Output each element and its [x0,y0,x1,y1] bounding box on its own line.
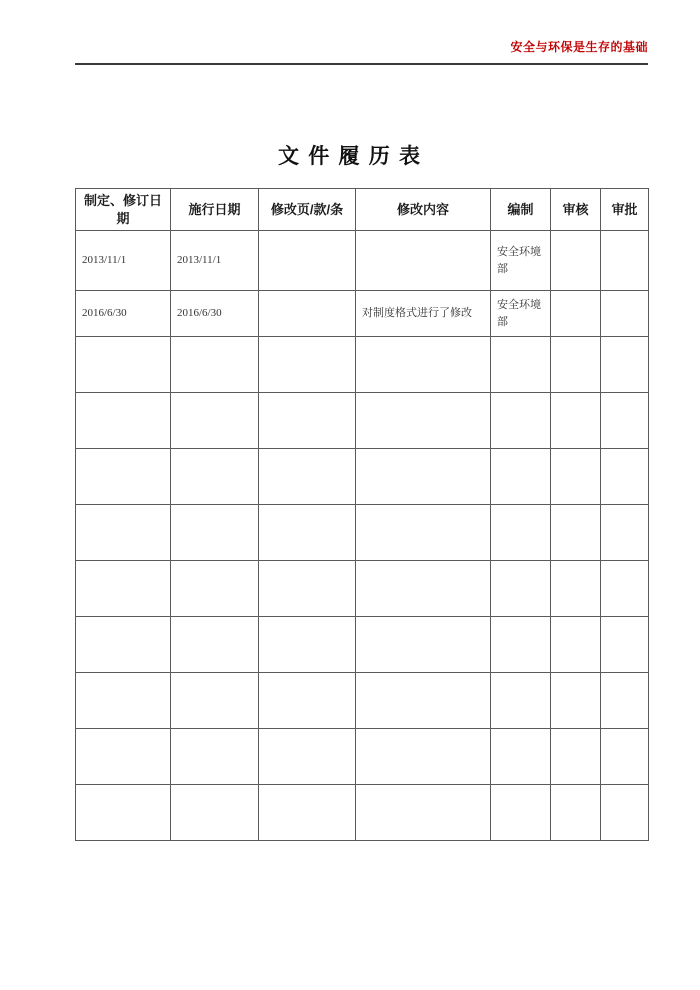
table-row [76,291,649,337]
header-cell-date-effective: 施行日期 [171,189,259,231]
table-header-row [76,189,649,231]
table-row [76,505,649,561]
table-cell [491,449,551,505]
table-cell [601,291,649,337]
table-cell [551,231,601,291]
table-cell [601,505,649,561]
table-cell [76,617,171,673]
table-cell [356,617,491,673]
table-row [76,393,649,449]
header-cell-date-created: 制定、修订日期 [76,189,171,231]
header-cell-modified-content: 修改内容 [356,189,491,231]
table-cell [259,785,356,841]
table-cell [76,505,171,561]
table-header [76,189,649,231]
table-cell [259,561,356,617]
table-row [76,785,649,841]
header-cell-reviewed-by: 审核 [551,189,601,231]
table-cell [76,449,171,505]
table-cell: 安全环境部 [491,291,551,337]
table-cell [259,729,356,785]
table-cell [601,393,649,449]
table-cell [491,393,551,449]
table-cell [76,561,171,617]
table-cell [259,337,356,393]
table-cell [551,505,601,561]
table-cell [551,617,601,673]
table-cell [491,337,551,393]
table-cell [491,673,551,729]
table-cell [356,231,491,291]
table-cell [259,231,356,291]
table-cell [76,785,171,841]
table-cell [171,337,259,393]
table-cell [491,729,551,785]
table-cell [171,617,259,673]
table-cell [259,673,356,729]
table-row [76,449,649,505]
table-cell [491,505,551,561]
table-body [76,231,649,841]
table-cell [551,393,601,449]
table-cell [171,561,259,617]
table-cell: 安全环境部 [491,231,551,291]
table-row [76,561,649,617]
table-row [76,617,649,673]
table-cell [551,291,601,337]
table-row [76,729,649,785]
table-cell [76,393,171,449]
table-cell: 2013/11/1 [76,231,171,291]
table-cell [601,729,649,785]
table-cell [356,393,491,449]
table-row [76,231,649,291]
table-cell [551,561,601,617]
table-cell: 2013/11/1 [171,231,259,291]
table-cell [601,231,649,291]
table-cell [171,673,259,729]
table-cell [601,673,649,729]
table-cell [356,449,491,505]
table-cell [601,617,649,673]
page-title: 文 件 履 历 表 [278,144,422,168]
table-cell [356,729,491,785]
table-cell [356,561,491,617]
table-cell [171,449,259,505]
table-cell [356,337,491,393]
table-cell [601,337,649,393]
table-cell [551,337,601,393]
table-cell [259,393,356,449]
table-cell [491,561,551,617]
table-cell [551,673,601,729]
table-cell [491,617,551,673]
table-cell [356,505,491,561]
table-row [76,673,649,729]
table-cell [171,505,259,561]
table-cell [259,449,356,505]
table-cell [551,729,601,785]
table-cell [551,449,601,505]
table-cell [259,291,356,337]
table-cell [601,561,649,617]
table-cell: 2016/6/30 [171,291,259,337]
table-cell [171,393,259,449]
table-cell [259,617,356,673]
table-cell [76,729,171,785]
table-row [76,337,649,393]
table-cell [259,505,356,561]
table-cell: 2016/6/30 [76,291,171,337]
header-slogan: 安全与环保是生存的基础 [510,40,648,54]
table-cell [76,337,171,393]
table-cell [171,785,259,841]
table-cell [491,785,551,841]
page-header [75,38,648,65]
table-cell [601,449,649,505]
header-cell-prepared-by: 编制 [491,189,551,231]
header-cell-approved-by: 审批 [601,189,649,231]
table-cell [356,673,491,729]
table-cell [76,673,171,729]
document-history-table [75,188,649,841]
table-cell [171,729,259,785]
table-cell: 对制度格式进行了修改 [356,291,491,337]
table-cell [356,785,491,841]
table-cell [551,785,601,841]
table-cell [601,785,649,841]
header-cell-modified-pages: 修改页/款/条 [259,189,356,231]
